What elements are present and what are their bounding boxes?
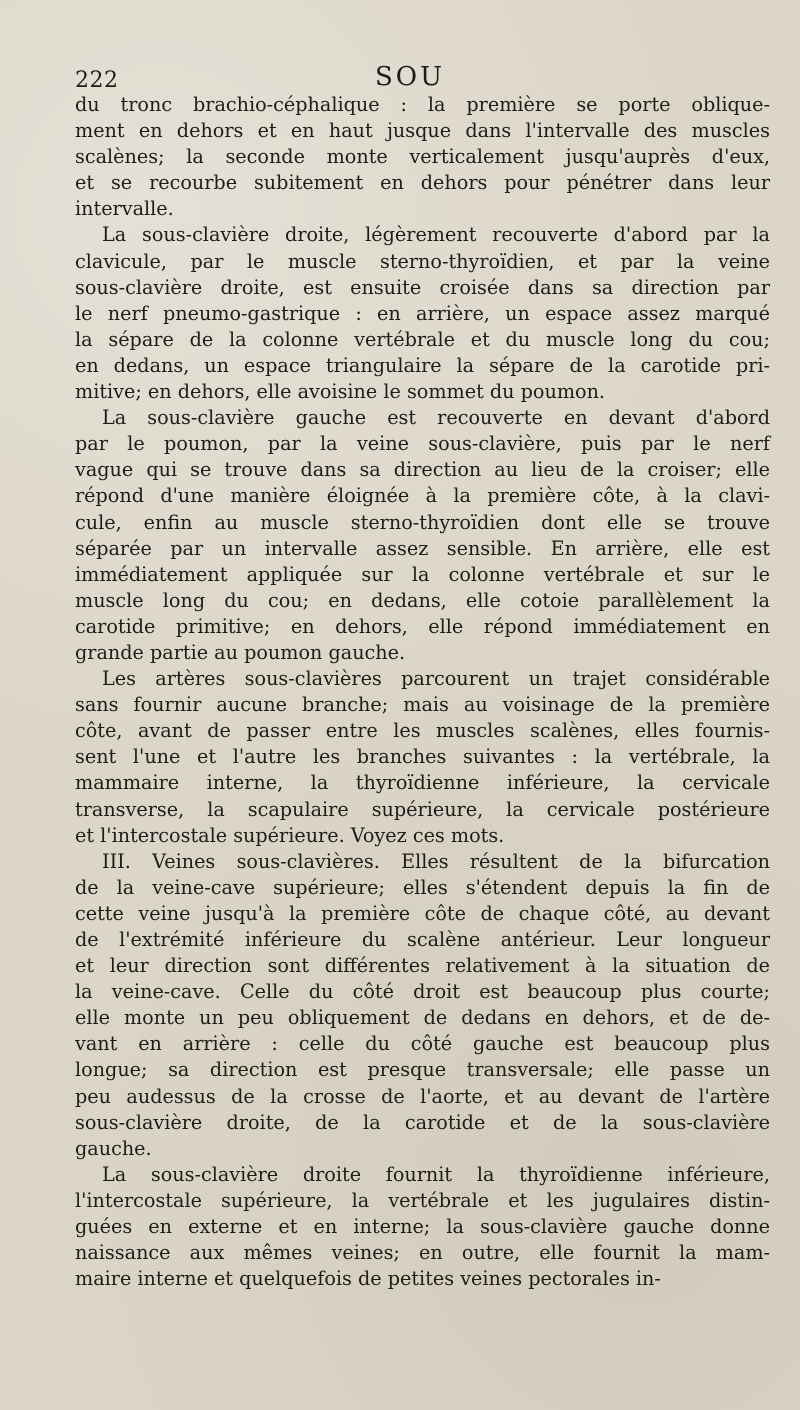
- text-line: scalènes; la seconde monte verticalement jusqu'auprès d'eux,: [75, 145, 770, 169]
- text-line: sous-clavière droite, de la carotide et de la sous-clavière: [75, 1110, 770, 1134]
- paragraph: [75, 666, 770, 849]
- text-line: mammaire interne, la thyroïdienne inférieure, la cervicale: [75, 771, 770, 795]
- text-line: de l'extrémité inférieure du scalène antérieur. Leur longueur: [75, 928, 770, 951]
- text-line: et l'intercostale supérieure. Voyez ces mots.: [75, 823, 505, 847]
- paragraph: [75, 1162, 770, 1292]
- body-text: [75, 92, 770, 1292]
- text-line: la sépare de la colonne vertébrale et du muscle long du cou;: [75, 327, 770, 351]
- running-header: [75, 62, 770, 92]
- text-line: sous-clavière droite, est ensuite croisée dans sa direction par: [75, 275, 770, 299]
- text-line: elle monte un peu obliquement de dedans en dehors, et de de-: [75, 1006, 770, 1030]
- text-line: muscle long du cou; en dedans, elle cotoie parallèlement la: [75, 588, 770, 612]
- text-line: immédiatement appliquée sur la colonne vertébrale et sur le: [75, 562, 770, 586]
- text-line: III. Veines sous-clavières. Elles résultent de la bifurcation: [102, 849, 770, 873]
- text-line: l'intercostale supérieure, la vertébrale et les jugulaires distin-: [75, 1188, 770, 1212]
- text-line: guées en externe et en interne; la sous-clavière gauche donne: [75, 1215, 770, 1239]
- text-line: La sous-clavière gauche est recouverte en devant d'abord: [102, 406, 770, 430]
- text-line: le nerf pneumo-gastrique : en arrière, un espace assez marqué: [75, 301, 770, 325]
- text-line: vant en arrière : celle du côté gauche est beaucoup plus: [75, 1032, 770, 1056]
- text-line: peu audessus de la crosse de l'aorte, et au devant de l'artère: [75, 1084, 770, 1108]
- text-line: la veine-cave. Celle du côté droit est beaucoup plus courte;: [75, 980, 770, 1004]
- text-line: par le poumon, par la veine sous-clavière, puis par le nerf: [75, 432, 770, 456]
- text-line: clavicule, par le muscle sterno-thyroïdien, et par la veine: [75, 249, 770, 273]
- text-line: intervalle.: [75, 197, 174, 221]
- text-line: La sous-clavière droite fournit la thyroïdienne inférieure,: [102, 1162, 770, 1186]
- text-line: Les artères sous-clavières parcourent un trajet considérable: [102, 667, 770, 691]
- running-title: SOU: [375, 62, 446, 92]
- text-line: séparée par un intervalle assez sensible. En arrière, elle est: [75, 536, 770, 560]
- paragraph: [75, 222, 770, 405]
- text-line: de la veine-cave supérieure; elles s'étendent depuis la fin de: [75, 875, 770, 899]
- text-line: répond d'une manière éloignée à la première côte, à la clavi-: [75, 484, 770, 508]
- text-line: carotide primitive; en dehors, elle répond immédiatement en: [75, 614, 770, 638]
- page-number: 222: [75, 68, 119, 93]
- text-line: côte, avant de passer entre les muscles scalènes, elles fournis-: [75, 719, 770, 743]
- text-line: en dedans, un espace triangulaire la sépare de la carotide pri-: [75, 353, 770, 377]
- text-line: vague qui se trouve dans sa direction au lieu de la croiser; elle: [75, 458, 770, 482]
- text-line: du tronc brachio-céphalique : la première se porte oblique-: [75, 93, 770, 116]
- text-line: et se recourbe subitement en dehors pour pénétrer dans leur: [75, 171, 770, 195]
- text-line: sent l'une et l'autre les branches suivantes : la vertébrale, la: [75, 745, 770, 769]
- text-line: gauche.: [75, 1136, 152, 1160]
- text-line: naissance aux mêmes veines; en outre, elle fournit la mam-: [75, 1241, 770, 1265]
- text-line: sans fournir aucune branche; mais au voisinage de la première: [75, 693, 770, 717]
- text-line: ment en dehors et en haut jusque dans l'intervalle des muscles: [75, 119, 770, 143]
- text-line: et leur direction sont différentes relativement à la situation de: [75, 954, 770, 978]
- paragraph: [75, 405, 770, 666]
- text-line: cette veine jusqu'à la première côte de chaque côté, au devant: [75, 901, 770, 925]
- text-line: grande partie au poumon gauche.: [75, 640, 406, 664]
- text-line: cule, enfin au muscle sterno-thyroïdien dont elle se trouve: [75, 510, 770, 534]
- text-line: longue; sa direction est presque transversale; elle passe un: [75, 1058, 770, 1082]
- text-line: La sous-clavière droite, légèrement recouverte d'abord par la: [102, 223, 770, 247]
- paragraph: [75, 92, 770, 222]
- text-line: maire interne et quelquefois de petites veines pectorales in-: [75, 1267, 661, 1291]
- paragraph: [75, 849, 770, 1162]
- text-line: mitive; en dehors, elle avoisine le sommet du poumon.: [75, 380, 606, 404]
- text-line: transverse, la scapulaire supérieure, la cervicale postérieure: [75, 797, 770, 821]
